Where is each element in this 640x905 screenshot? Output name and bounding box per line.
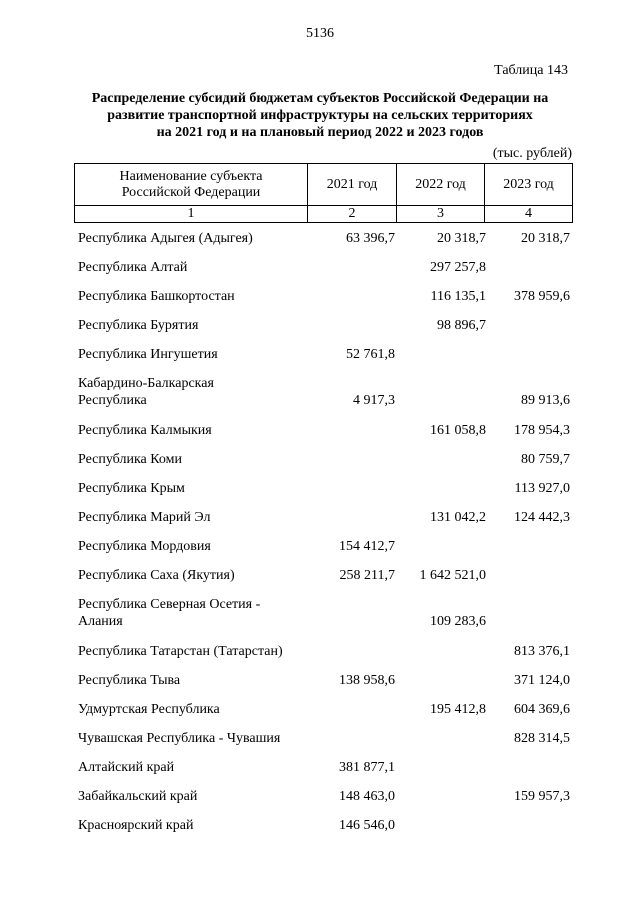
region-name: [78, 480, 318, 497]
table-row: [78, 643, 572, 672]
header-2021: 2021 год: [308, 164, 397, 206]
region-name-line: Республика Алтай: [78, 260, 188, 275]
table-row: [78, 596, 572, 643]
header-double-rule: [74, 205, 572, 206]
region-name: [78, 672, 318, 689]
header-number-1: 1: [75, 206, 308, 223]
region-name: [78, 788, 318, 805]
region-name-line: Забайкальский край: [78, 789, 198, 804]
region-name-line: Республика Тыва: [78, 673, 181, 688]
region-name: [78, 538, 318, 555]
region-name: [78, 730, 318, 747]
region-name-line: Республика Татарстан (Татарстан): [78, 644, 283, 659]
value-2021: 138 958,6: [339, 673, 395, 688]
region-name-line: Республика Крым: [78, 481, 185, 496]
region-name: [78, 451, 318, 468]
value-2023: 20 318,7: [521, 231, 570, 246]
value-2022: 98 896,7: [437, 318, 486, 333]
header-number-2: 2: [308, 206, 397, 223]
region-name-line: Республика Калмыкия: [78, 423, 212, 438]
table-row: [78, 817, 572, 846]
value-2021: 381 877,1: [339, 760, 395, 775]
region-name: [78, 509, 318, 526]
region-name: [78, 567, 318, 584]
region-name-line: Алания: [78, 614, 123, 629]
region-name: [78, 346, 318, 363]
table-row: [78, 759, 572, 788]
region-name-line: Республика Марий Эл: [78, 510, 211, 525]
value-2022: 161 058,8: [430, 423, 486, 438]
value-2023: 89 913,6: [521, 393, 570, 408]
table-row: [78, 230, 572, 259]
region-name: [78, 230, 318, 247]
value-2023: 378 959,6: [514, 289, 570, 304]
table-row: [78, 422, 572, 451]
value-2022: 20 318,7: [437, 231, 486, 246]
page-number: 5136: [306, 26, 334, 41]
region-name-line: Удмуртская Республика: [78, 702, 220, 717]
value-2023: 828 314,5: [514, 731, 570, 746]
value-2021: 63 396,7: [346, 231, 395, 246]
region-name-line: Республика Саха (Якутия): [78, 568, 235, 583]
value-2023: 371 124,0: [514, 673, 570, 688]
title-line-3: на 2021 год и на плановый период 2022 и 2023 годов: [156, 125, 484, 140]
value-2021: 258 211,7: [339, 568, 395, 583]
region-name-line: Республика: [78, 393, 147, 408]
table-row: [78, 538, 572, 567]
table-row: [78, 375, 572, 422]
region-name-line: Республика Адыгея (Адыгея): [78, 231, 253, 246]
region-name-line: Алтайский край: [78, 760, 175, 775]
region-name: [78, 259, 318, 276]
title-line-1: Распределение субсидий бюджетам субъектов Российской Федерации на: [91, 91, 549, 106]
table-row: [78, 701, 572, 730]
region-name-line: Чувашская Республика - Чувашия: [78, 731, 281, 746]
region-name: [78, 422, 318, 439]
table-row: [78, 672, 572, 701]
region-name: [78, 596, 318, 630]
region-name: [78, 317, 318, 334]
value-2023: 604 369,6: [514, 702, 570, 717]
region-name-line: Красноярский край: [78, 818, 194, 833]
region-name-line: Республика Мордовия: [78, 539, 211, 554]
header-number-4: 4: [485, 206, 573, 223]
value-2021: 146 546,0: [339, 818, 395, 833]
region-name-line: Республика Северная Осетия -: [78, 597, 261, 612]
table-row: [78, 567, 572, 596]
value-2022: 116 135,1: [430, 289, 486, 304]
header-name-line-2: Российской Федерации: [121, 184, 261, 200]
value-2021: 52 761,8: [346, 347, 395, 362]
value-2021: 148 463,0: [339, 789, 395, 804]
region-name-line: Республика Башкортостан: [78, 289, 235, 304]
value-2021: 154 412,7: [339, 539, 395, 554]
region-name-line: Республика Коми: [78, 452, 182, 467]
region-name: [78, 288, 318, 305]
value-2023: 80 759,7: [521, 452, 570, 467]
value-2022: 1 642 521,0: [419, 568, 486, 583]
header-name-column: [75, 164, 308, 206]
region-name: [78, 817, 318, 834]
region-name-line: Республика Ингушетия: [78, 347, 218, 362]
value-2023: 178 954,3: [514, 423, 570, 438]
header-2023: 2023 год: [485, 164, 573, 206]
header-name-line-1: Наименование субъекта: [119, 168, 263, 184]
table-row: [78, 317, 572, 346]
value-2022: 195 412,8: [430, 702, 486, 717]
title-line-2: развитие транспортной инфраструктуры на сельских территориях: [107, 108, 533, 123]
table-header: [74, 163, 573, 223]
value-2021: 4 917,3: [353, 393, 395, 408]
table-row: [78, 451, 572, 480]
unit-note: (тыс. рублей): [492, 146, 572, 161]
value-2023: 113 927,0: [514, 481, 570, 496]
region-name-line: Республика Бурятия: [78, 318, 199, 333]
header-number-3: 3: [397, 206, 485, 223]
region-name-line: Кабардино-Балкарская: [78, 376, 214, 391]
value-2022: 109 283,6: [430, 614, 486, 629]
header-2022: 2022 год: [397, 164, 485, 206]
value-2023: 159 957,3: [514, 789, 570, 804]
value-2022: 131 042,2: [430, 510, 486, 525]
region-name: [78, 759, 318, 776]
document-title: [60, 90, 580, 141]
value-2023: 813 376,1: [514, 644, 570, 659]
table-row: [78, 509, 572, 538]
table-row: [78, 788, 572, 817]
value-2023: 124 442,3: [514, 510, 570, 525]
region-name: [78, 643, 318, 660]
table-row: [78, 288, 572, 317]
table-row: [78, 259, 572, 288]
table-label: Таблица 143: [494, 63, 568, 78]
table-row: [78, 480, 572, 509]
table-row: [78, 346, 572, 375]
region-name: [78, 701, 318, 718]
region-name: [78, 375, 318, 409]
value-2022: 297 257,8: [430, 260, 486, 275]
table-row: [78, 730, 572, 759]
